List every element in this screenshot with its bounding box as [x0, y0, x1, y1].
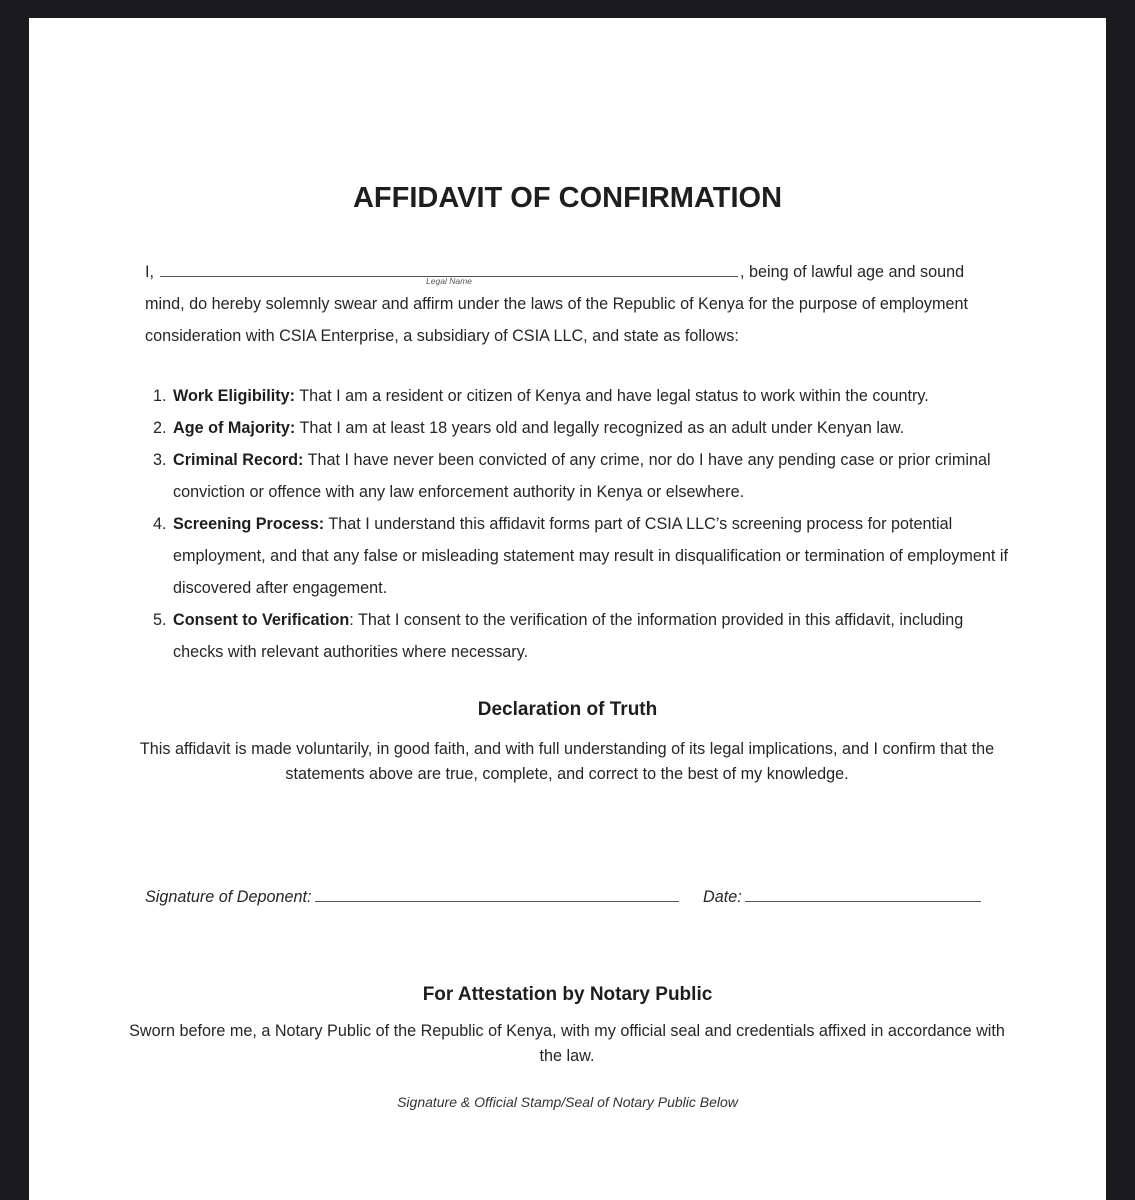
- item-text: That I am at least 18 years old and legally recognized as an adult under Kenyan law.: [295, 419, 905, 437]
- list-item: [153, 412, 1013, 444]
- item-label: Criminal Record:: [173, 451, 304, 469]
- date-group: [703, 884, 981, 907]
- intro-body: mind, do hereby solemnly swear and affirm under the laws of the Republic of Kenya for the purpose of employment consideration with CSIA Enterprise, a subsidiary of CSIA LLC, and state as follows:: [145, 295, 969, 345]
- item-number: 5.: [153, 611, 167, 629]
- item-text: That I understand this affidavit forms part of CSIA LLC’s screening process for potential employment, and that any false or misleading statement may result in disqualification or termination of employment if discovered after engagement.: [173, 515, 1008, 597]
- signature-row: [145, 884, 1005, 907]
- legal-name-field[interactable]: [160, 258, 738, 286]
- item-label: Work Eligibility:: [173, 387, 296, 405]
- item-number: 3.: [153, 451, 167, 469]
- deponent-signature-label: Signature of Deponent:: [145, 888, 312, 906]
- item-number: 2.: [153, 419, 167, 437]
- document-page: [29, 18, 1106, 1200]
- list-item: [153, 508, 1013, 604]
- item-label: Age of Majority:: [173, 419, 296, 437]
- intro-prefix: I,: [145, 263, 154, 281]
- notary-text: Sworn before me, a Notary Public of the Republic of Kenya, with my official seal and credentials affixed in accordance with the law.: [129, 1022, 1005, 1065]
- item-number: 4.: [153, 515, 167, 533]
- date-label: Date:: [703, 888, 742, 906]
- intro-first-line: [145, 258, 965, 286]
- declaration-heading: Declaration of Truth: [477, 699, 658, 720]
- notary-signature-caption: Signature & Official Stamp/Seal of Notary Public Below: [397, 1094, 738, 1110]
- item-text: : That I consent to the verification of the information provided in this affidavit, including checks with relevant authorities where necessary.: [173, 611, 964, 661]
- item-text: That I have never been convicted of any crime, nor do I have any pending case or prior criminal conviction or offence with any law enforcement authority in Kenya or elsewhere.: [173, 451, 991, 501]
- item-label: Screening Process:: [173, 515, 325, 533]
- notary-heading: For Attestation by Notary Public: [422, 984, 713, 1005]
- deponent-signature-field[interactable]: [315, 884, 679, 902]
- item-label: Consent to Verification: [173, 611, 350, 629]
- date-field[interactable]: [745, 884, 981, 902]
- document-title: AFFIDAVIT OF CONFIRMATION: [352, 182, 783, 214]
- list-item: [153, 380, 1013, 412]
- intro-suffix: , being of lawful age and sound: [740, 263, 965, 281]
- item-text: That I am a resident or citizen of Kenya and have legal status to work within the country.: [295, 387, 929, 405]
- list-item: [153, 444, 1013, 508]
- item-number: 1.: [153, 387, 167, 405]
- declaration-text: This affidavit is made voluntarily, in good faith, and with full understanding of its legal implications, and I confirm that the statements above are true, complete, and correct to the best of my knowledge.: [139, 740, 995, 783]
- list-item: [153, 604, 1013, 668]
- legal-name-caption: Legal Name: [426, 276, 472, 286]
- statement-list: [153, 380, 1013, 668]
